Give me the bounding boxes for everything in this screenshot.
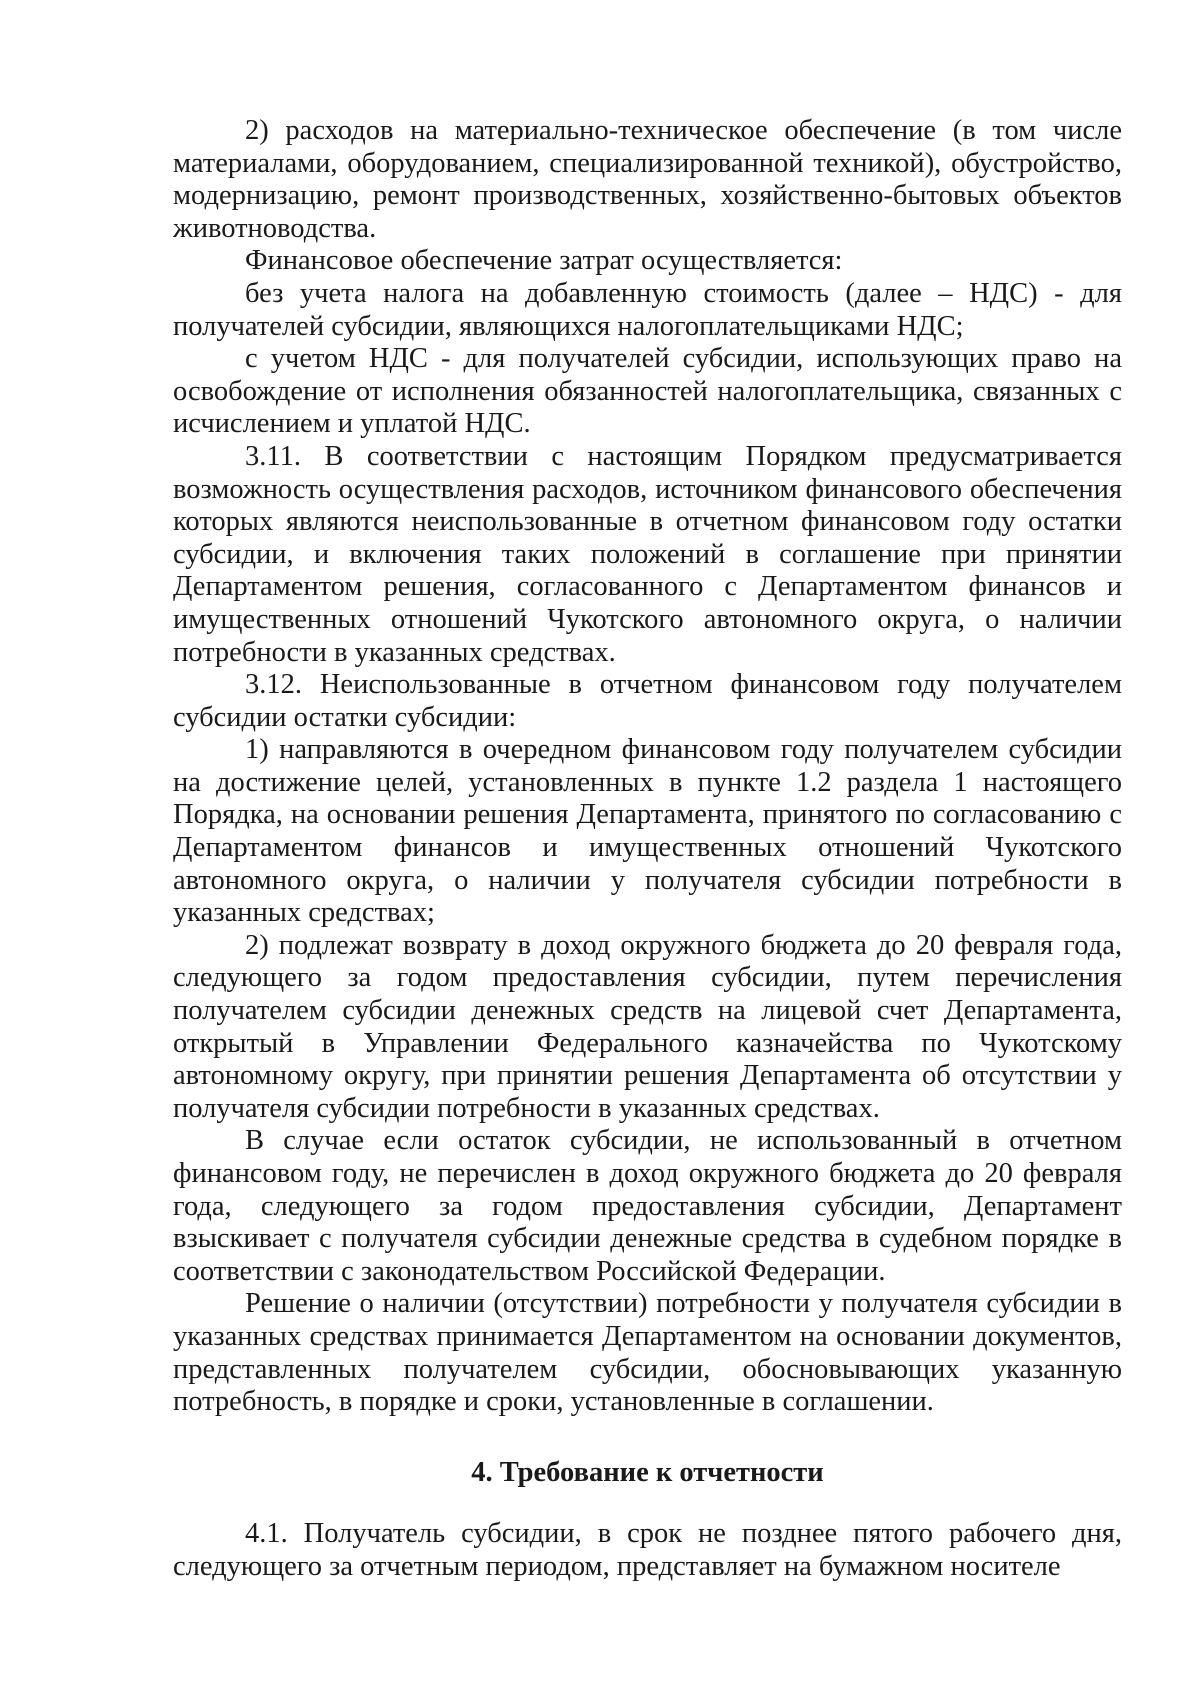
- paragraph-decision: Решение о наличии (отсутствии) потребности у получателя субсидии в указанных средствах принимается Департаментом на основании документов, представленных получателем субсидии, обосновывающих указанную потребность, в порядке и сроки, установленные в соглашении.: [173, 1288, 1122, 1418]
- paragraph-recovery: В случае если остаток субсидии, не использованный в отчетном финансовом году, не перечислен в доход окружного бюджета до 20 февраля года, следующего за годом предоставления субсидии, Департамент взыскивает с получателя субсидии денежные средства в судебном порядке в соответствии с законодательством Российской Федерации.: [173, 1125, 1122, 1287]
- paragraph-clause-3-11: 3.11. В соответствии с настоящим Порядком предусматривается возможность осуществления расходов, источником финансового обеспечения которых являются неиспользованные в отчетном финансовом году остатки субсидии, и включения таких положений в соглашение при принятии Департаментом решения, согласованного с Департаментом финансов и имущественных отношений Чукотского автономного округа, о наличии потребности в указанных средствах.: [173, 440, 1122, 668]
- paragraph-clause-3-12: 3.12. Неиспользованные в отчетном финансовом году получателем субсидии остатки субсидии:: [173, 669, 1122, 733]
- document-body: [173, 115, 1122, 1584]
- paragraph-clause-3-12-item-1: 1) направляются в очередном финансовом году получателем субсидии на достижение целей, установленных в пункте 1.2 раздела 1 настоящего Порядка, на основании решения Департамента, принятого по согласованию с Департаментом финансов и имущественных отношений Чукотского автономного округа, о наличии у получателя субсидии потребности в указанных средствах;: [173, 734, 1122, 929]
- paragraph-financing-intro: Финансовое обеспечение затрат осуществляется:: [245, 245, 843, 277]
- paragraph-clause-3-12-item-2: 2) подлежат возврату в доход окружного бюджета до 20 февраля года, следующего за годом предоставления субсидии, путем перечисления получателем субсидии денежных средств на лицевой счет Департамента, открытый в Управлении Федерального казначейства по Чукотскому автономному округу, при принятии решения Департамента об отсутствии у получателя субсидии потребности в указанных средствах.: [173, 929, 1122, 1124]
- paragraph-clause-4-1: 4.1. Получатель субсидии, в срок не позднее пятого рабочего дня, следующего за отчетным периодом, представляет на бумажном носителе: [173, 1518, 1122, 1582]
- paragraph-with-vat: с учетом НДС - для получателей субсидии, использующих право на освобождение от исполнения обязанностей налогоплательщика, связанных с исчислением и уплатой НДС.: [173, 343, 1122, 440]
- paragraph-material-expenses: 2) расходов на материально-техническое обеспечение (в том числе материалами, оборудованием, специализированной техникой), обустройство, модернизацию, ремонт производственных, хозяйственно-бытовых объектов животноводства.: [173, 115, 1122, 244]
- section-heading: 4. Требование к отчетности: [471, 1456, 824, 1488]
- paragraph-without-vat: без учета налога на добавленную стоимость (далее – НДС) - для получателей субсидии, являющихся налогоплательщиками НДС;: [173, 277, 1122, 342]
